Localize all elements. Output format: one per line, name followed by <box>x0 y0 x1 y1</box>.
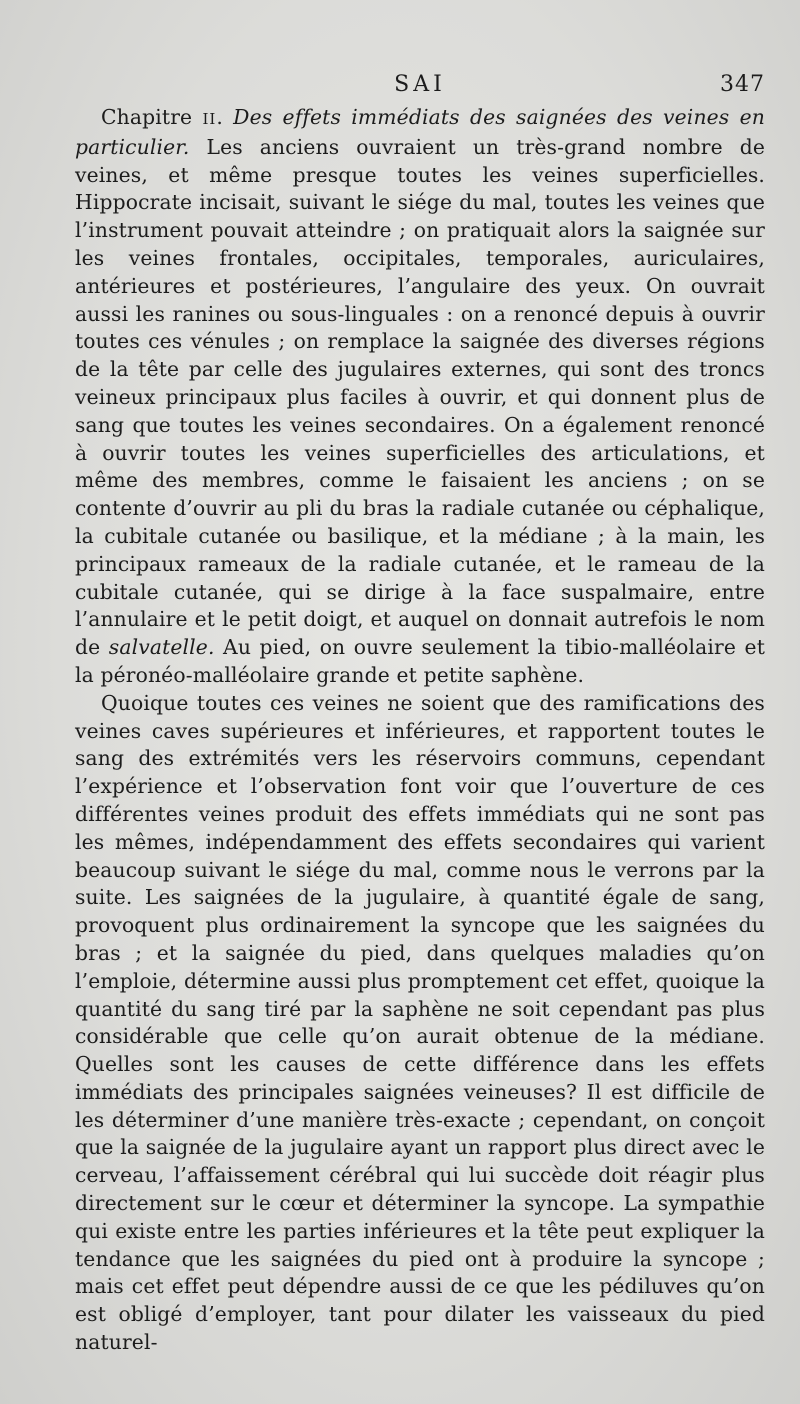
running-head: SAI <box>394 72 446 97</box>
paragraph1-text-a: Les anciens ouvraient un très-grand nombre de veines, et même presque toutes les veines superficielles. Hippocrate incisait, suivant le siége du mal, toutes les veines que l’instrument pouvait atteindre ; on pratiquait alors la saignée sur les veines frontales, occipitales, temporales, auriculaires, antérieures et postérieures, l’angulaire des yeux. On ouvrait aussi les ranines ou sous-linguales : on a renoncé depuis à ouvrir toutes ces vénules ; on remplace la saignée des diverses régions de la tête par celle des jugulaires externes, qui sont des troncs veineux principaux plus faciles à ouvrir, et qui donnent plus de sang que toutes les veines secondaires. On a également renoncé à ouvrir toutes les veines superficielles des articulations, et même des membres, comme le faisaient les anciens ; on se contente d’ouvrir au pli du bras la radiale cutanée ou céphalique, la cubitale cutanée ou basilique, et la médiane ; à la main, les principaux rameaux de la radiale cutanée, et le rameau de la cubitale cutanée, qui se dirige à la face suspalmaire, entre l’annulaire et le petit doigt, et auquel on donnait autrefois le nom de <box>75 134 765 660</box>
page-body <box>75 104 765 1357</box>
paragraph-2: Quoique toutes ces veines ne soient que des ramifications des veines caves supérieures et inférieures, et rapportent toutes le sang des extrémités vers les réservoirs communs, cependant l’expérience et l’observation font voir que l’ouverture de ces différentes veines produit des effets immédiats qui ne sont pas les mêmes, indépendamment des effets secondaires qui varient beaucoup suivant le siége du mal, comme nous le verrons par la suite. Les saignées de la jugulaire, à quantité égale de sang, provoquent plus ordinairement la syncope que les saignées du bras ; et la saignée du pied, dans quelques maladies qu’on l’emploie, détermine aussi plus promptement cet effet, quoique la quantité du sang tiré par la saphène ne soit cependant pas plus considérable que celle qu’on aurait obtenue de la médiane. Quelles sont les causes de cette différence dans les effets immédiats des principales saignées veineuses? Il est difficile de les déterminer d’une manière très-exacte ; cependant, on conçoit que la saignée de la jugulaire ayant un rapport plus direct avec le cerveau, l’affaissement cérébral qui lui succède doit réagir plus directement sur le cœur et déterminer la syncope. La sympathie qui existe entre les parties inférieures et la tête peut expliquer la tendance que les saignées du pied ont à produire la syncope ; mais cet effet peut dépendre aussi de ce que les pédiluves qu’on est obligé d’employer, tant pour dilater les vaisseaux du pied naturel- <box>75 690 765 1355</box>
chapter-number: II <box>202 110 217 128</box>
chapter-title: Des effets immédiats des saignées des veines en particulier. <box>75 105 765 159</box>
paragraph-chapter-2 <box>75 104 765 690</box>
chapter-lead-end: . <box>216 105 234 129</box>
paragraph1-text-b: Au pied, on ouvre seulement la tibio-malléolaire et la péronéo-malléolaire grande et petite saphène. <box>75 635 765 687</box>
page-header <box>75 70 765 100</box>
chapter-lead: Chapitre <box>101 105 203 129</box>
page-number: 347 <box>720 72 765 97</box>
salvatelle-term: salvatelle. <box>108 635 215 660</box>
